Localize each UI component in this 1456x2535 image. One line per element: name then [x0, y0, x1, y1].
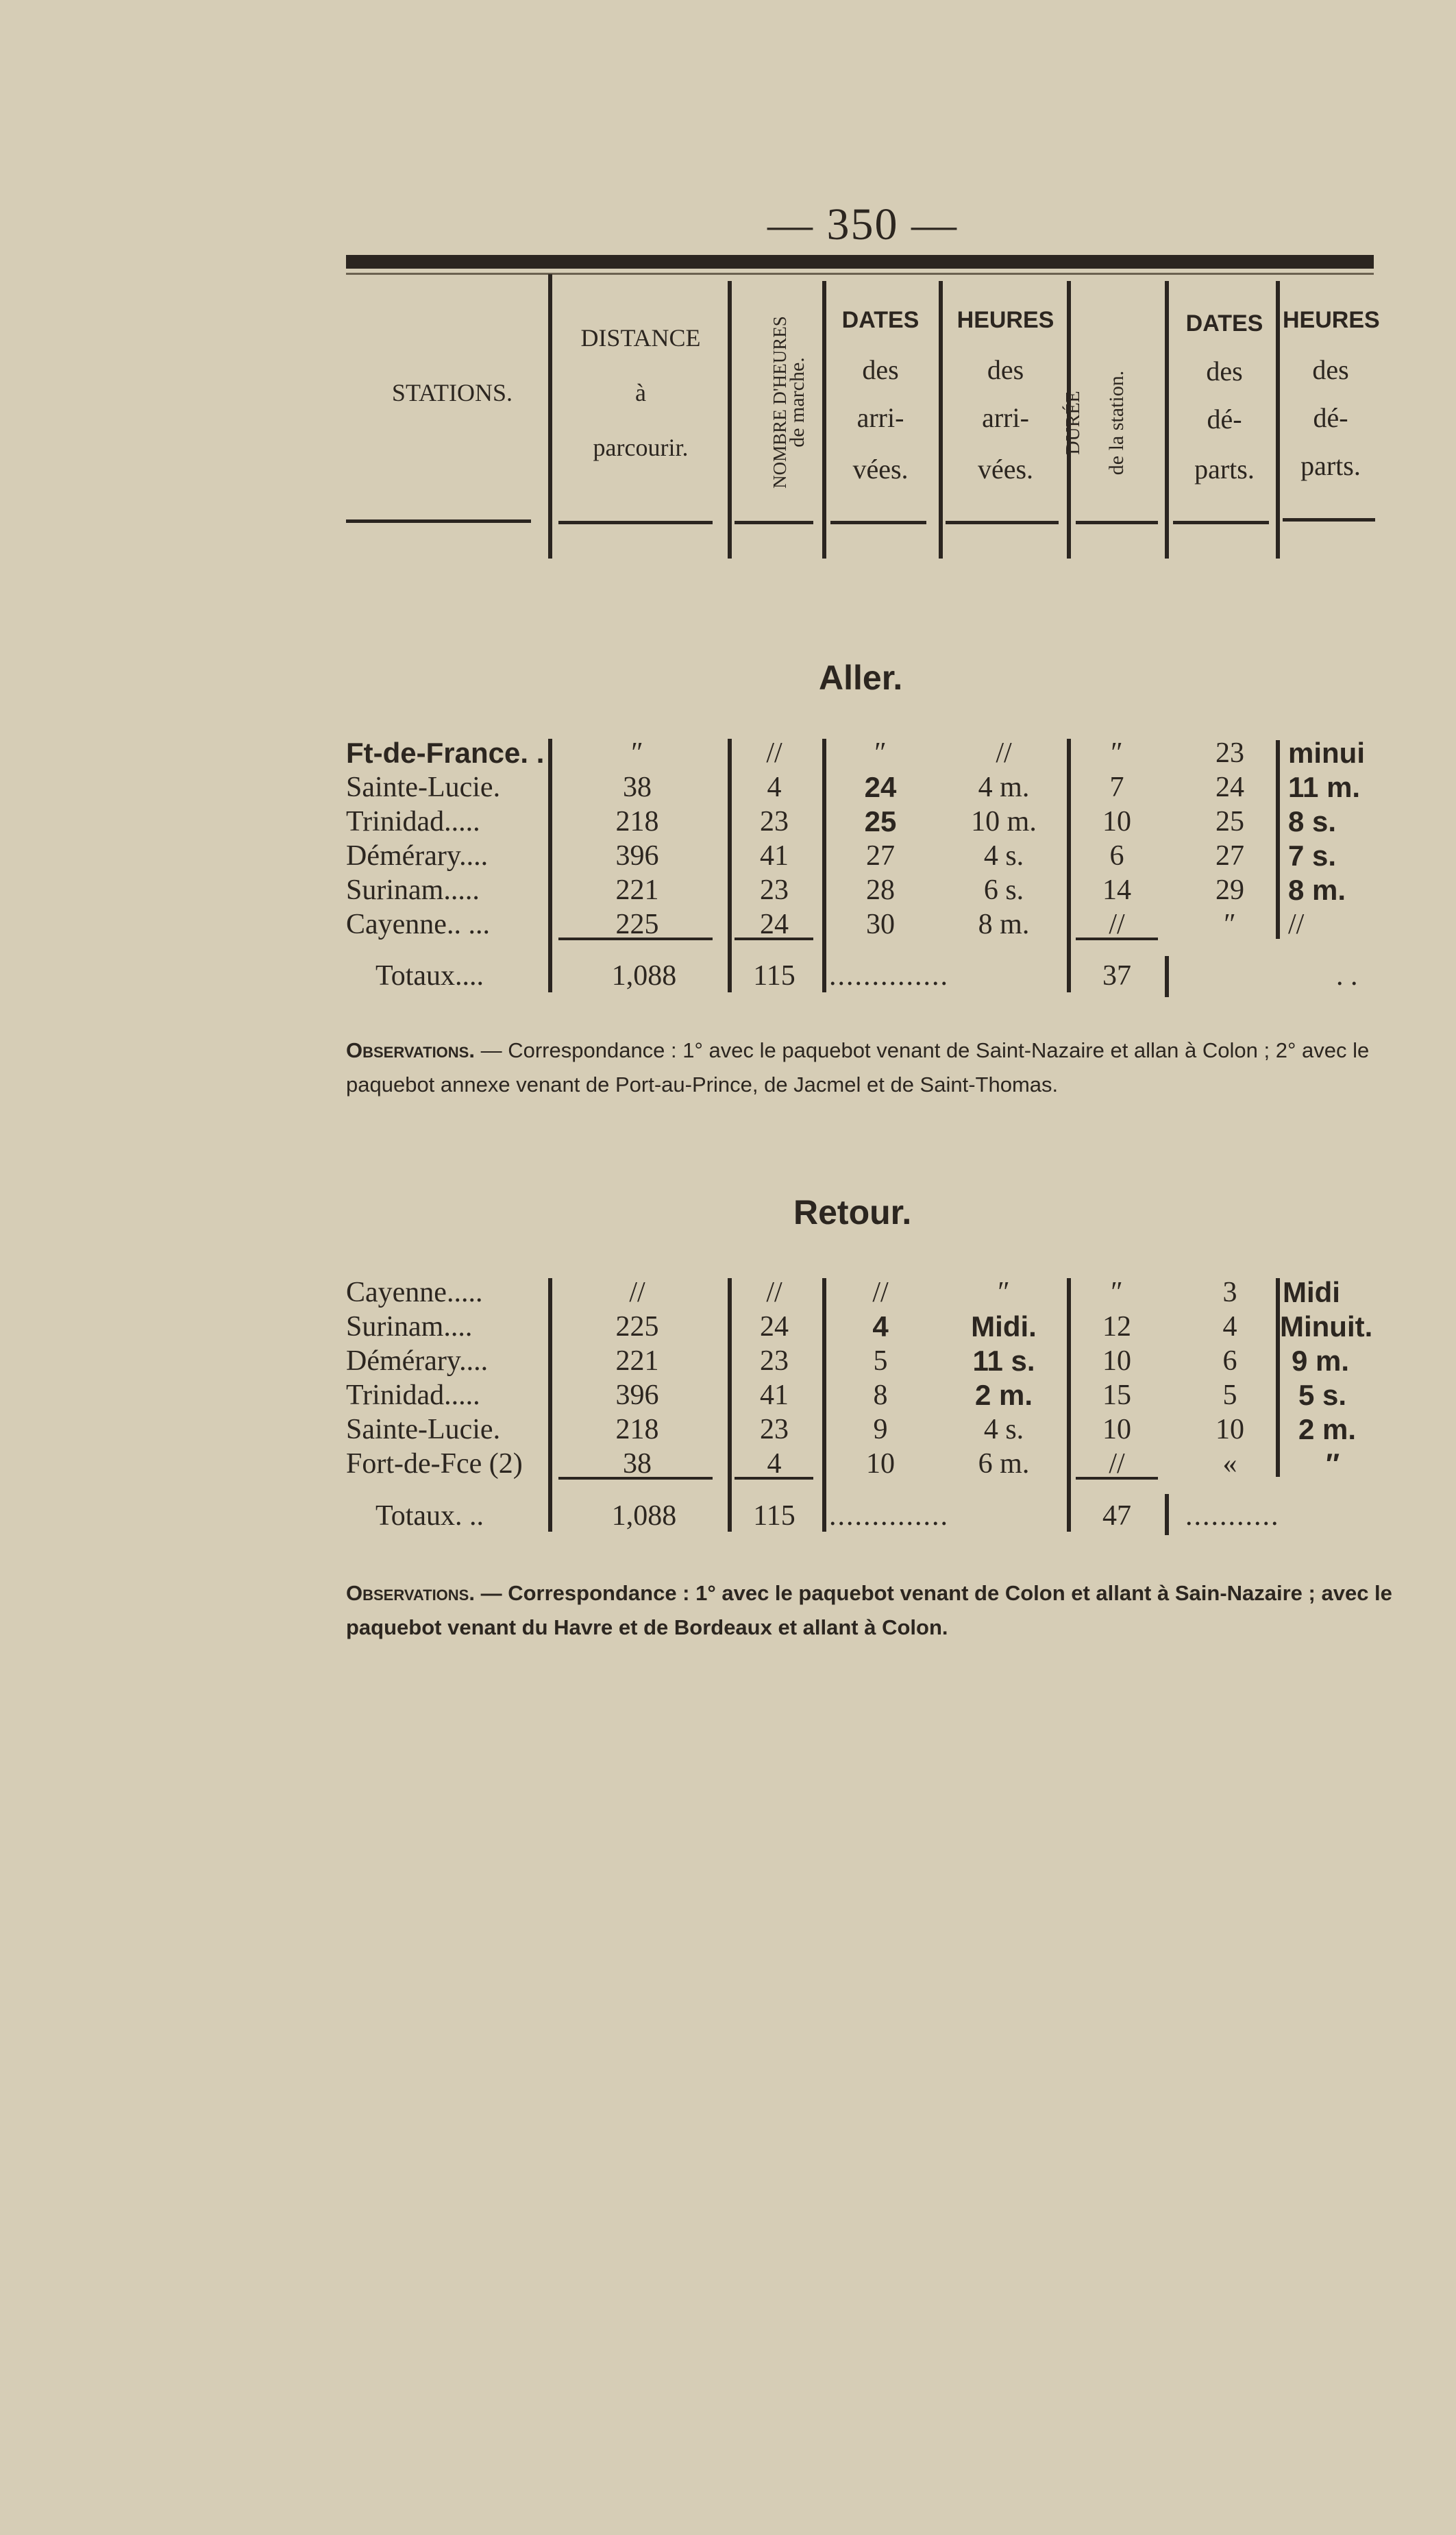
date-dep-cell: 4 — [1222, 1311, 1237, 1343]
heures-marche-cell: 23 — [760, 1414, 789, 1445]
distance-cell: ″ — [631, 737, 643, 769]
heures-marche-cell: 23 — [760, 874, 789, 906]
header-divider — [1276, 281, 1280, 559]
heure-arr-cell: 11 s. — [972, 1345, 1035, 1377]
observations-label: Observations. — [346, 1581, 475, 1605]
header-top-rule — [346, 255, 1374, 269]
distance-cell: // — [629, 1277, 645, 1308]
date-dep-cell: 3 — [1222, 1277, 1237, 1308]
duree-cell: 10 — [1102, 1345, 1131, 1377]
heures-marche-cell: 23 — [760, 806, 789, 837]
table-row — [0, 1447, 1456, 1480]
header-bottom-rule — [735, 521, 813, 524]
duree-cell: 12 — [1102, 1311, 1131, 1343]
totals-trail: . . — [1336, 960, 1358, 992]
header-dates-dep-2: des — [1206, 356, 1243, 387]
header-heures-arr-2: des — [987, 354, 1024, 385]
header-bottom-rule — [558, 521, 713, 524]
heure-arr-cell: ″ — [998, 1277, 1010, 1308]
date-dep-cell: « — [1222, 1448, 1237, 1480]
heure-dep-cell: ″ — [1326, 1447, 1340, 1480]
observations-label: Observations. — [346, 1038, 475, 1062]
date-dep-cell: 6 — [1222, 1345, 1237, 1377]
date-arr-cell: 25 — [864, 805, 897, 837]
heures-marche-cell: 23 — [760, 1345, 789, 1377]
heures-marche-cell: 41 — [760, 1380, 789, 1411]
header-dates-dep-4: parts. — [1194, 454, 1255, 485]
observations-text: — Correspondance : 1° avec le paquebot venant de Colon et allant à Sain-Nazaire ; avec le paquebot venant du Havre et de Bordeaux et allant à Colon. — [346, 1581, 1392, 1639]
date-arr-cell: ″ — [874, 737, 887, 769]
date-dep-cell: 25 — [1216, 806, 1244, 837]
station-name: Démérary.... — [346, 840, 489, 872]
station-name: Fort-de-Fce (2) — [346, 1448, 523, 1480]
header-heures-dep-4: parts. — [1300, 450, 1361, 481]
header-divider — [939, 281, 943, 559]
date-dep-cell: 5 — [1222, 1380, 1237, 1411]
table-row — [0, 771, 1456, 804]
heures-marche-cell: 41 — [760, 840, 789, 872]
totals-distance: 1,088 — [611, 960, 677, 992]
header-bottom-rule — [346, 519, 531, 523]
distance-cell: 225 — [615, 909, 659, 940]
date-arr-cell: 24 — [864, 771, 897, 803]
heures-marche-cell: 24 — [760, 909, 789, 940]
table-row — [0, 1379, 1456, 1412]
date-arr-cell: 30 — [866, 909, 895, 940]
duree-cell: 15 — [1102, 1380, 1131, 1411]
header-nombre-heures-2: de marche. — [786, 357, 809, 448]
station-name: Sainte-Lucie. — [346, 772, 501, 803]
heure-arr-cell: // — [996, 737, 1012, 769]
header-heures-dep-1: HEURES — [1283, 307, 1380, 333]
table-row — [0, 805, 1456, 838]
station-name: Sainte-Lucie. — [346, 1414, 501, 1445]
heure-arr-cell: 4 s. — [983, 840, 1024, 872]
date-dep-cell: 24 — [1216, 772, 1244, 803]
header-dates-arr-1: DATES — [841, 307, 920, 333]
station-name: Surinam..... — [346, 874, 480, 906]
date-arr-cell: 5 — [873, 1345, 888, 1377]
header-bottom-rule — [1173, 521, 1269, 524]
heure-arr-cell: 2 m. — [974, 1379, 1033, 1411]
table-row — [0, 1310, 1456, 1343]
header-bottom-rule — [1283, 518, 1375, 522]
totals-duree: 47 — [1102, 1500, 1131, 1532]
heure-arr-cell: 8 m. — [978, 909, 1030, 940]
distance-cell: 218 — [615, 806, 659, 837]
heure-dep-cell: minui — [1288, 737, 1365, 769]
table-row — [0, 1345, 1456, 1377]
totals-heures-marche: 115 — [753, 960, 795, 992]
heure-dep-cell: 5 s. — [1298, 1379, 1347, 1411]
table-row — [0, 737, 1456, 770]
distance-cell: 38 — [623, 772, 652, 803]
heures-marche-cell: // — [766, 1277, 782, 1308]
duree-cell: 7 — [1109, 772, 1124, 803]
section-title-aller: Aller. — [819, 659, 903, 697]
totals-label: Totaux. .. — [375, 1500, 484, 1532]
duree-cell: // — [1109, 1448, 1125, 1480]
distance-cell: 396 — [615, 840, 659, 872]
duree-cell: 10 — [1102, 806, 1131, 837]
distance-cell: 396 — [615, 1380, 659, 1411]
heures-marche-cell: 24 — [760, 1311, 789, 1343]
page-number: — 350 — — [767, 199, 958, 249]
distance-cell: 221 — [615, 1345, 659, 1377]
heure-arr-cell: 10 m. — [971, 806, 1037, 837]
header-heures-arr-1: HEURES — [957, 307, 1054, 333]
header-stations: STATIONS. — [391, 379, 513, 406]
heure-arr-cell: 4 s. — [983, 1414, 1024, 1445]
header-divider — [728, 281, 732, 559]
distance-cell: 225 — [615, 1311, 659, 1343]
heure-dep-cell: 8 m. — [1288, 874, 1346, 906]
station-name: Cayenne..... — [346, 1277, 483, 1308]
date-dep-cell: 27 — [1216, 840, 1244, 872]
heure-dep-cell: Minuit. — [1280, 1310, 1373, 1343]
header-bottom-rule — [1076, 521, 1158, 524]
header-dates-arr-3: arri- — [856, 402, 904, 433]
heure-dep-cell: 2 m. — [1298, 1413, 1357, 1445]
totals-distance: 1,088 — [611, 1500, 677, 1532]
date-arr-cell: 10 — [866, 1448, 895, 1480]
totals-dots: .............. — [829, 1500, 949, 1532]
duree-cell: ″ — [1111, 737, 1123, 769]
header-distance-3: parcourir. — [593, 434, 689, 461]
duree-cell: 14 — [1102, 874, 1131, 906]
header-bottom-rule — [830, 521, 926, 524]
station-name: Trinidad..... — [346, 806, 480, 837]
header-heures-dep-2: des — [1312, 354, 1349, 385]
table-row — [0, 908, 1456, 941]
header-duree-2: de la station. — [1105, 370, 1128, 476]
header-duree-1: DURÉE — [1063, 391, 1084, 455]
distance-cell: 218 — [615, 1414, 659, 1445]
heures-marche-cell: 4 — [767, 1448, 782, 1480]
duree-cell: 6 — [1109, 840, 1124, 872]
totals-dots: .............. — [829, 960, 949, 992]
distance-cell: 221 — [615, 874, 659, 906]
date-dep-cell: ″ — [1224, 909, 1236, 940]
table-row — [0, 1276, 1456, 1309]
duree-cell: 10 — [1102, 1414, 1131, 1445]
header-divider — [1165, 281, 1169, 559]
date-dep-cell: 23 — [1216, 737, 1244, 769]
date-arr-cell: 8 — [873, 1380, 888, 1411]
heure-dep-cell: 11 m. — [1288, 771, 1361, 803]
header-thin-rule — [346, 273, 1374, 275]
observations-text: — Correspondance : 1° avec le paquebot venant de Saint-Nazaire et allan à Colon ; 2° avec le paquebot annexe venant de Port-au-Prince, de Jacmel et de Saint-Thomas. — [346, 1038, 1370, 1097]
station-name: Trinidad..... — [346, 1380, 480, 1411]
date-arr-cell: 9 — [873, 1414, 888, 1445]
station-name: Démérary.... — [346, 1345, 489, 1377]
heure-arr-cell: 6 m. — [978, 1448, 1030, 1480]
totals-label: Totaux.... — [375, 960, 484, 992]
header-dates-arr-2: des — [862, 354, 899, 385]
table-row — [0, 874, 1456, 907]
section-title-retour: Retour. — [793, 1193, 912, 1232]
station-name: Ft-de-France. . — [346, 737, 545, 769]
table-row — [0, 1413, 1456, 1446]
header-nombre-heures-1: NOMBRE D'HEURES — [769, 316, 790, 489]
header-bottom-rule — [946, 521, 1059, 524]
header-heures-arr-3: arri- — [982, 402, 1029, 433]
date-arr-cell: 4 — [872, 1310, 889, 1343]
heure-dep-cell: 8 s. — [1288, 805, 1337, 837]
header-divider — [822, 281, 826, 559]
retour-observations — [346, 1576, 1394, 1645]
totals-row — [0, 1499, 1456, 1532]
distance-cell: 38 — [623, 1448, 652, 1480]
duree-cell: // — [1109, 909, 1125, 940]
date-arr-cell: 28 — [866, 874, 895, 906]
header-heures-arr-4: vées. — [977, 454, 1034, 485]
header-distance-2: à — [635, 379, 646, 406]
header-dates-dep-1: DATES — [1185, 310, 1263, 336]
header-heures-dep-3: dé- — [1313, 402, 1348, 433]
totals-duree: 37 — [1102, 960, 1131, 992]
date-arr-cell: // — [872, 1277, 889, 1308]
heure-dep-cell: 7 s. — [1288, 840, 1337, 872]
station-name: Cayenne.. ... — [346, 909, 490, 940]
duree-cell: ″ — [1111, 1277, 1123, 1308]
aller-observations — [346, 1033, 1394, 1102]
heure-dep-cell: Midi — [1283, 1276, 1340, 1308]
header-dates-arr-4: vées. — [852, 454, 909, 485]
heures-marche-cell: 4 — [767, 772, 782, 803]
table-row — [0, 840, 1456, 872]
date-dep-cell: 29 — [1216, 874, 1244, 906]
heure-arr-cell: 6 s. — [983, 874, 1024, 906]
header-divider — [548, 274, 552, 559]
heure-arr-cell: 4 m. — [978, 772, 1030, 803]
date-dep-cell: 10 — [1216, 1414, 1244, 1445]
totals-trail: ........... — [1185, 1500, 1280, 1532]
header-dates-dep-3: dé- — [1207, 404, 1242, 434]
heures-marche-cell: // — [766, 737, 782, 769]
header-distance-1: DISTANCE — [580, 324, 701, 352]
totals-heures-marche: 115 — [753, 1500, 795, 1532]
totals-row — [0, 959, 1456, 992]
heure-arr-cell: Midi. — [971, 1310, 1037, 1343]
date-arr-cell: 27 — [866, 840, 895, 872]
heure-dep-cell: // — [1288, 909, 1305, 940]
heure-dep-cell: 9 m. — [1292, 1345, 1350, 1377]
station-name: Surinam.... — [346, 1311, 473, 1343]
